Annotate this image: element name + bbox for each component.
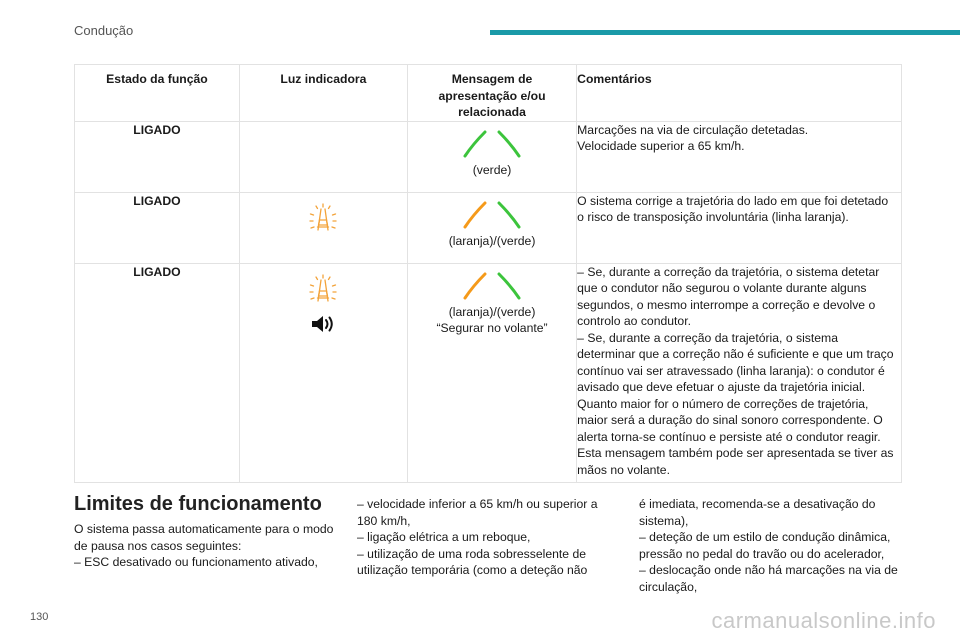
text-column-2 [357, 496, 619, 579]
comment-line: o risco de transposição involuntária (linha laranja). [577, 210, 849, 224]
table-row [75, 263, 902, 482]
comment-line: contínuo vai ser atravessado (linha laranja): o condutor é [577, 363, 885, 378]
row-state: LIGADO [75, 192, 240, 263]
comment-line: avisado que deve efetuar o ajuste da trajetória inicial. [577, 380, 866, 394]
body-line: – velocidade inferior a 65 km/h ou superior a [357, 497, 598, 511]
body-line: pressão no pedal do travão ou do acelerador, [639, 546, 885, 561]
header-accent-bar [490, 30, 960, 35]
body-line: – deteção de um estilo de condução dinâmica, [639, 530, 891, 544]
row-light [239, 121, 407, 192]
comment-line: O sistema corrige a trajetória do lado em que foi detetado [577, 193, 889, 208]
row-comments [577, 192, 902, 263]
lane-keep-warning-icon [307, 201, 339, 233]
function-state-table [74, 64, 902, 483]
row-message [407, 192, 576, 263]
body-line: circulação, [639, 579, 698, 594]
table-header-row [75, 65, 902, 122]
comment-line: determinar que a correção não é suficiente e que um traço [577, 347, 894, 361]
table-row [75, 121, 902, 192]
message-text: (laranja)/(verde) [448, 304, 536, 319]
body-line: – ESC desativado ou funcionamento ativado, [74, 555, 318, 569]
row-state: LIGADO [75, 121, 240, 192]
row-comments [577, 263, 902, 482]
header-message [407, 65, 576, 122]
body-line: de pausa nos casos seguintes: [74, 538, 242, 553]
header-message-line: relacionada [458, 105, 526, 119]
body-line: é imediata, recomenda-se a desativação do [639, 497, 876, 511]
comment-line: alerta torna-se contínuo e persiste até o condutor reagir. [577, 429, 881, 444]
section-heading: Limites de funcionamento [74, 493, 322, 515]
message-text: (laranja)/(verde) [448, 233, 536, 248]
comment-line: que o condutor não segurou o volante durante alguns [577, 281, 867, 295]
comment-line: Esta mensagem também pode ser apresentada se tiver as [577, 446, 894, 460]
comment-line: Quanto maior for o número de correções de trajetória, [577, 396, 869, 411]
header-state: Estado da função [75, 65, 240, 122]
text-column-1 [74, 521, 336, 571]
message-text: (verde) [472, 162, 512, 177]
body-line: 180 km/h, [357, 513, 411, 528]
header-message-line: apresentação e/ou [438, 88, 546, 103]
comment-line: maior será a duração do sinal sonoro correspondente. O [577, 413, 883, 427]
lane-markings-orange-green-icon [457, 272, 527, 300]
lane-markings-green-icon [457, 130, 527, 158]
header-light: Luz indicadora [239, 65, 407, 122]
lane-keep-warning-icon [307, 272, 339, 304]
table-row [75, 192, 902, 263]
watermark: carmanualsonline.info [711, 608, 936, 633]
comment-line: mãos no volante. [577, 462, 670, 477]
comment-line: – Se, durante a correção da trajetória, o sistema [577, 330, 838, 345]
body-line: utilização temporária (como a deteção não [357, 563, 588, 577]
row-light [239, 192, 407, 263]
comment-line: segundos, o mesmo interrompe a correção e devolve o [577, 297, 876, 312]
text-column-3 [639, 496, 901, 595]
speaker-sound-icon [310, 314, 336, 334]
page-number: 130 [30, 611, 49, 623]
header-section-title: Condução [74, 23, 134, 38]
body-line: – utilização de uma roda sobresselente de [357, 546, 586, 561]
row-message [407, 263, 576, 482]
body-line: – deslocação onde não há marcações na via de [639, 563, 898, 577]
body-line: sistema), [639, 513, 689, 528]
comment-line: Marcações na via de circulação detetadas. [577, 122, 809, 137]
header-comments: Comentários [577, 65, 902, 122]
comment-line: controlo ao condutor. [577, 314, 691, 328]
row-message [407, 121, 576, 192]
comment-line: – Se, durante a correção da trajetória, o sistema detetar [577, 264, 880, 279]
comment-line: Velocidade superior a 65 km/h. [577, 139, 745, 153]
body-line: – ligação elétrica a um reboque, [357, 530, 531, 544]
message-text: “Segurar no volante” [436, 321, 548, 335]
row-light [239, 263, 407, 482]
body-line: O sistema passa automaticamente para o modo [74, 522, 334, 536]
header-message-line: Mensagem de [451, 72, 533, 86]
row-comments [577, 121, 902, 192]
row-state: LIGADO [75, 263, 240, 482]
lane-markings-orange-green-icon [457, 201, 527, 229]
